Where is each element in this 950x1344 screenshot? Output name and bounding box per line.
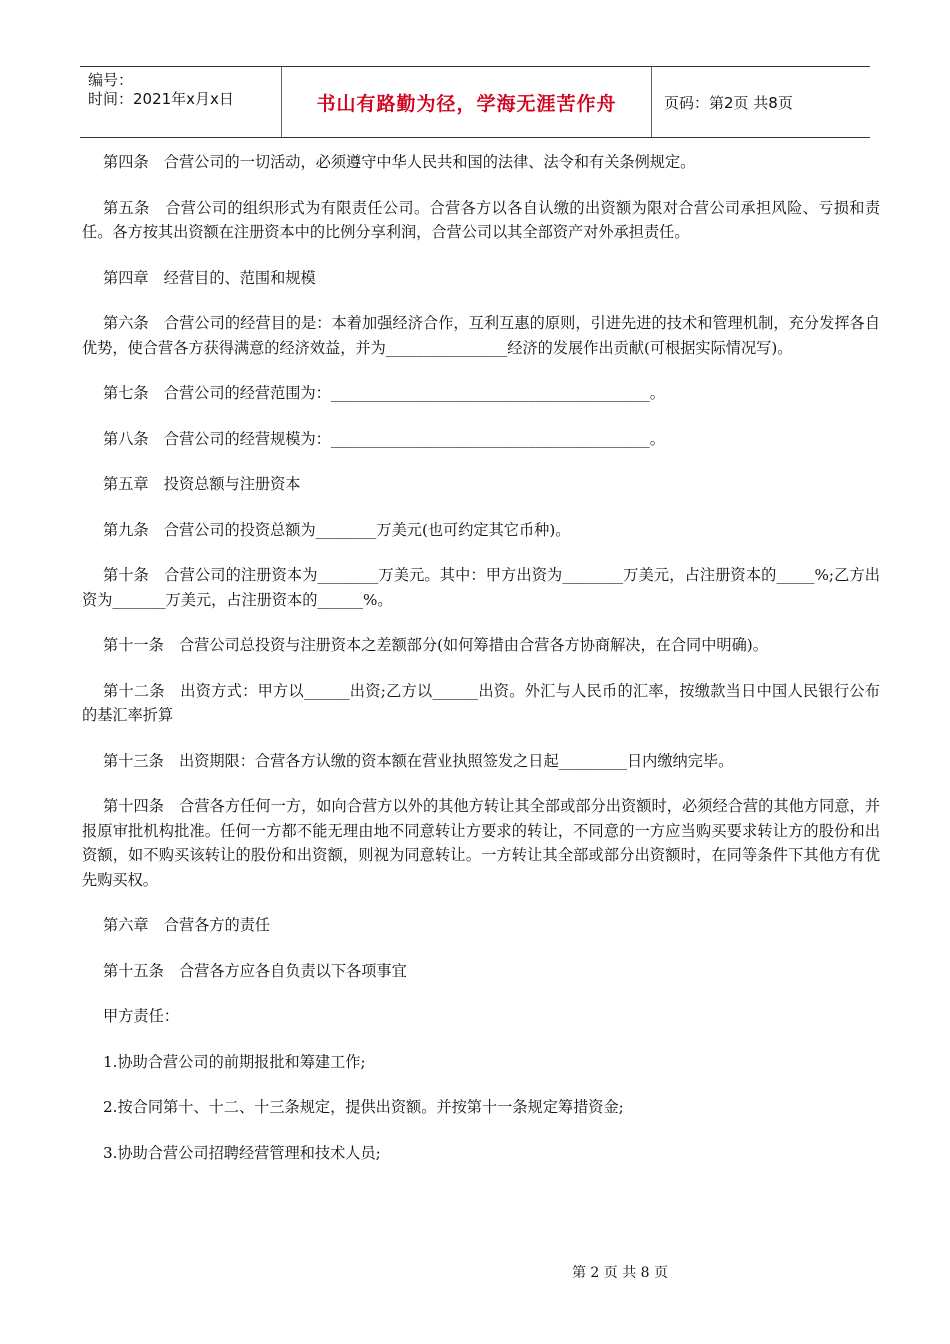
document-body bbox=[82, 150, 880, 1186]
paragraph: 第九条 合营公司的投资总额为________万美元(也可约定其它币种)。 bbox=[103, 520, 571, 539]
paragraph: 第十四条 合营各方任何一方，如向合营方以外的其他方转让其全部或部分出资额时，必须经合营的其他方同意，并报原审批机构批准。任何一方都不能无理由地不同意转让方要求的转让，不同意的一方应当购买要求转让方的股份和出资额，如不购买该转让的股份和出资额，则视为同意转让。一方转让其全部或部分出资额时，在同等条件下其他方有优先购买权。 bbox=[82, 797, 880, 889]
paragraph: 第十三条 出资期限：合营各方认缴的资本额在营业执照签发之日起_________日内缴纳完毕。 bbox=[103, 751, 734, 770]
header-page-info: 页码：第2页 共8页 bbox=[664, 93, 793, 112]
header-motto: 书山有路勤为径，学海无涯苦作舟 bbox=[282, 67, 652, 137]
chapter-heading: 第五章 投资总额与注册资本 bbox=[103, 475, 301, 493]
header-meta bbox=[80, 67, 282, 137]
list-item: 3.协助合营公司招聘经营管理和技术人员; bbox=[103, 1143, 381, 1162]
chapter-heading: 第四章 经营目的、范围和规模 bbox=[103, 268, 316, 287]
paragraph: 第五条 合营公司的组织形式为有限责任公司。合营各方以各自认缴的出资额为限对合营公司承担风险、亏损和责任。各方按其出资额在注册资本中的比例分享利润，合营公司以其全部资产对外承担责任。 bbox=[82, 198, 880, 241]
paragraph: 第十二条 出资方式：甲方以______出资;乙方以______出资。外汇与人民币的汇率，按缴款当日中国人民银行公布的基汇率折算 bbox=[82, 681, 880, 724]
list-item: 2.按合同第十、十二、十三条规定，提供出资额。并按第十一条规定筹措资金; bbox=[103, 1098, 624, 1116]
paragraph: 甲方责任： bbox=[103, 1007, 179, 1025]
paragraph: 第六条 合营公司的经营目的是：本着加强经济合作，互利互惠的原则，引进先进的技术和管理机制，充分发挥各自优势，使合营各方获得满意的经济效益，并为________________经济的发展作出贡献(可根据实际情况写)。 bbox=[82, 314, 880, 357]
page-header bbox=[80, 66, 870, 138]
page-footer: 第 2 页 共 8 页 bbox=[571, 1265, 669, 1281]
document-number-label: 编号： bbox=[88, 71, 134, 89]
list-item: 1.协助合营公司的前期报批和筹建工作; bbox=[103, 1052, 366, 1071]
paragraph: 第十五条 合营各方应各自负责以下各项事宜 bbox=[103, 961, 407, 980]
chapter-heading: 第六章 合营各方的责任 bbox=[103, 916, 271, 934]
paragraph: 第八条 合营公司的经营规模为：__________________________________________。 bbox=[103, 429, 665, 448]
document-time-label: 时间：2021年x月x日 bbox=[88, 90, 234, 108]
paragraph: 第十一条 合营公司总投资与注册资本之差额部分(如何筹措由合营各方协商解决，在合同中明确)。 bbox=[103, 636, 768, 654]
paragraph: 第四条 合营公司的一切活动，必须遵守中华人民共和国的法律、法令和有关条例规定。 bbox=[103, 153, 696, 171]
paragraph: 第七条 合营公司的经营范围为：__________________________________________。 bbox=[103, 384, 665, 402]
paragraph: 第十条 合营公司的注册资本为________万美元。其中：甲方出资为________万美元，占注册资本的_____%;乙方出资为_______万美元，占注册资本的______%。 bbox=[82, 566, 880, 609]
